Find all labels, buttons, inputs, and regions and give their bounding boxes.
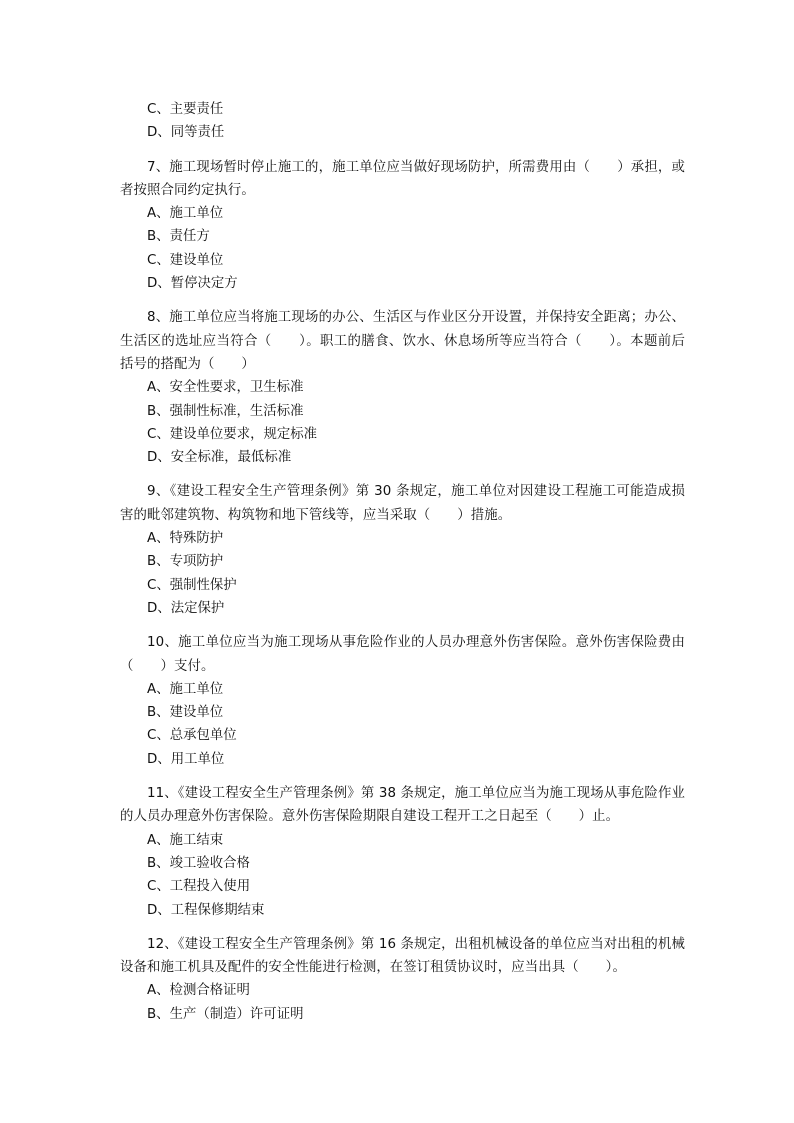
option-c: C、强制性保护 xyxy=(147,577,237,593)
leading-options xyxy=(120,98,685,145)
option-c: C、建设单位要求，规定标准 xyxy=(147,426,318,442)
option-a: A、施工单位 xyxy=(147,206,224,222)
option-d: D、法定保护 xyxy=(147,600,225,616)
question-7 xyxy=(120,156,685,296)
question-text: 11、《建设工程安全生产管理条例》第 38 条规定，施工单位应当为施工现场从事危险作业的人员办理意外伤害保险。意外伤害保险期限自建设工程开工之日起至（ ）止。 xyxy=(120,786,685,825)
option-a: A、施工单位 xyxy=(147,681,224,697)
option-b: B、竣工验收合格 xyxy=(147,855,250,871)
option-b: B、强制性标准，生活标准 xyxy=(147,403,304,419)
option-c: C、工程投入使用 xyxy=(147,879,251,895)
option-d: D、安全标准，最低标准 xyxy=(147,450,292,466)
question-list xyxy=(120,98,685,1026)
option-d: D、同等责任 xyxy=(147,125,225,141)
question-text: 12、《建设工程安全生产管理条例》第 16 条规定，出租机械设备的单位应当对出租的机械设备和施工机具及配件的安全性能进行检测，在签订租赁协议时，应当出具（ ）。 xyxy=(120,936,685,976)
option-b: B、生产（制造）许可证明 xyxy=(147,1006,304,1022)
option-c: C、主要责任 xyxy=(147,102,224,117)
option-a: A、施工结束 xyxy=(147,832,224,848)
option-a: A、检测合格证明 xyxy=(147,983,250,999)
option-c: C、总承包单位 xyxy=(147,728,237,744)
option-a: A、特殊防护 xyxy=(147,531,224,547)
question-text: 8、施工单位应当将施工现场的办公、生活区与作业区分开设置，并保持安全距离；办公、生活区的选址应当符合（ ）。职工的膳食、饮水、休息场所等应当符合（ ）。本题前后括号的搭配为（ ） xyxy=(120,310,685,372)
option-b: B、建设单位 xyxy=(147,705,224,721)
option-d: D、用工单位 xyxy=(147,751,225,767)
option-d: D、工程保修期结束 xyxy=(147,902,265,918)
question-8 xyxy=(120,306,685,469)
option-c: C、建设单位 xyxy=(147,252,224,268)
option-d: D、暂停决定方 xyxy=(147,276,238,292)
question-9 xyxy=(120,480,685,620)
question-11 xyxy=(120,782,685,922)
option-b: B、专项防护 xyxy=(147,554,224,570)
option-a: A、安全性要求，卫生标准 xyxy=(147,380,304,396)
question-text: 10、施工单位应当为施工现场从事危险作业的人员办理意外伤害保险。意外伤害保险费由（ ）支付。 xyxy=(120,635,685,674)
question-10 xyxy=(120,631,685,771)
option-b: B、责任方 xyxy=(147,229,210,245)
question-12 xyxy=(120,933,685,1026)
question-text: 9、《建设工程安全生产管理条例》第 30 条规定，施工单位对因建设工程施工可能造成损害的毗邻建筑物、构筑物和地下管线等，应当采取（ ）措施。 xyxy=(120,484,685,523)
question-text: 7、施工现场暂时停止施工的，施工单位应当做好现场防护，所需费用由（ ）承担，或者按照合同约定执行。 xyxy=(120,159,685,198)
